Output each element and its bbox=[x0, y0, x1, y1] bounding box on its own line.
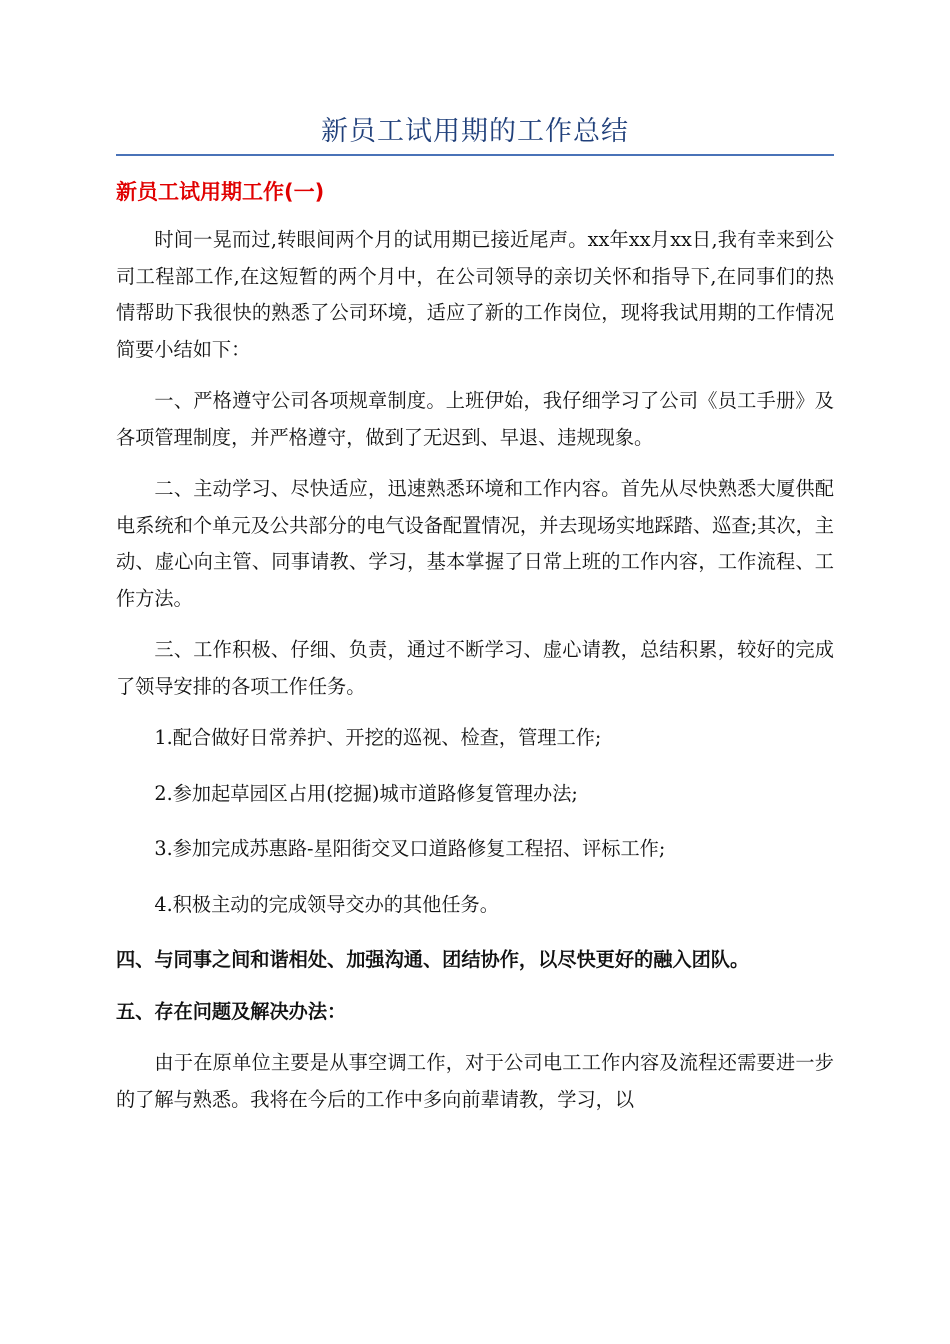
paragraph-point-four: 四、与同事之间和谐相处、加强沟通、团结协作，以尽快更好的融入团队。 bbox=[116, 948, 750, 971]
paragraph-point-three: 三、工作积极、仔细、负责，通过不断学习、虚心请教，总结积累，较好的完成了领导安排的各项工作任务。 bbox=[116, 638, 834, 698]
paragraph-point-two: 二、主动学习、尽快适应，迅速熟悉环境和工作内容。首先从尽快熟悉大厦供配电系统和个单元及公共部分的电气设备配置情况，并去现场实地踩踏、巡查;其次，主动、虚心向主管、同事请教、学习，基本掌握了日常上班的工作内容，工作流程、工作方法。 bbox=[116, 477, 834, 610]
paragraph-intro: 时间一晃而过,转眼间两个月的试用期已接近尾声。xx年xx月xx日,我有幸来到公司工程部工作,在这短暂的两个月中，在公司领导的亲切关怀和指导下,在同事们的热情帮助下我很快的熟悉了公司环境，适应了新的工作岗位，现将我试用期的工作情况简要小结如下： bbox=[116, 228, 834, 361]
paragraph-point-five: 五、存在问题及解决办法： bbox=[116, 999, 347, 1023]
paragraph-closing: 由于在原单位主要是从事空调工作，对于公司电工工作内容及流程还需要进一步的了解与熟悉。我将在今后的工作中多向前辈请教，学习，以 bbox=[116, 1051, 834, 1111]
document-title: 新员工试用期的工作总结 bbox=[321, 116, 629, 147]
list-item: 2.参加起草园区占用(挖掘)城市道路修复管理办法; bbox=[154, 781, 578, 805]
document-body bbox=[116, 222, 834, 1133]
title-divider bbox=[116, 154, 834, 156]
list-item: 4.积极主动的完成领导交办的其他任务。 bbox=[154, 892, 499, 916]
section-heading: 新员工试用期工作(一) bbox=[116, 180, 325, 204]
list-item: 3.参加完成苏惠路-星阳街交叉口道路修复工程招、评标工作; bbox=[154, 837, 666, 860]
paragraph-point-one: 一、严格遵守公司各项规章制度。上班伊始，我仔细学习了公司《员工手册》及各项管理制度，并严格遵守，做到了无迟到、早退、违规现象。 bbox=[116, 389, 834, 449]
list-item: 1.配合做好日常养护、开挖的巡视、检查，管理工作; bbox=[154, 726, 602, 749]
